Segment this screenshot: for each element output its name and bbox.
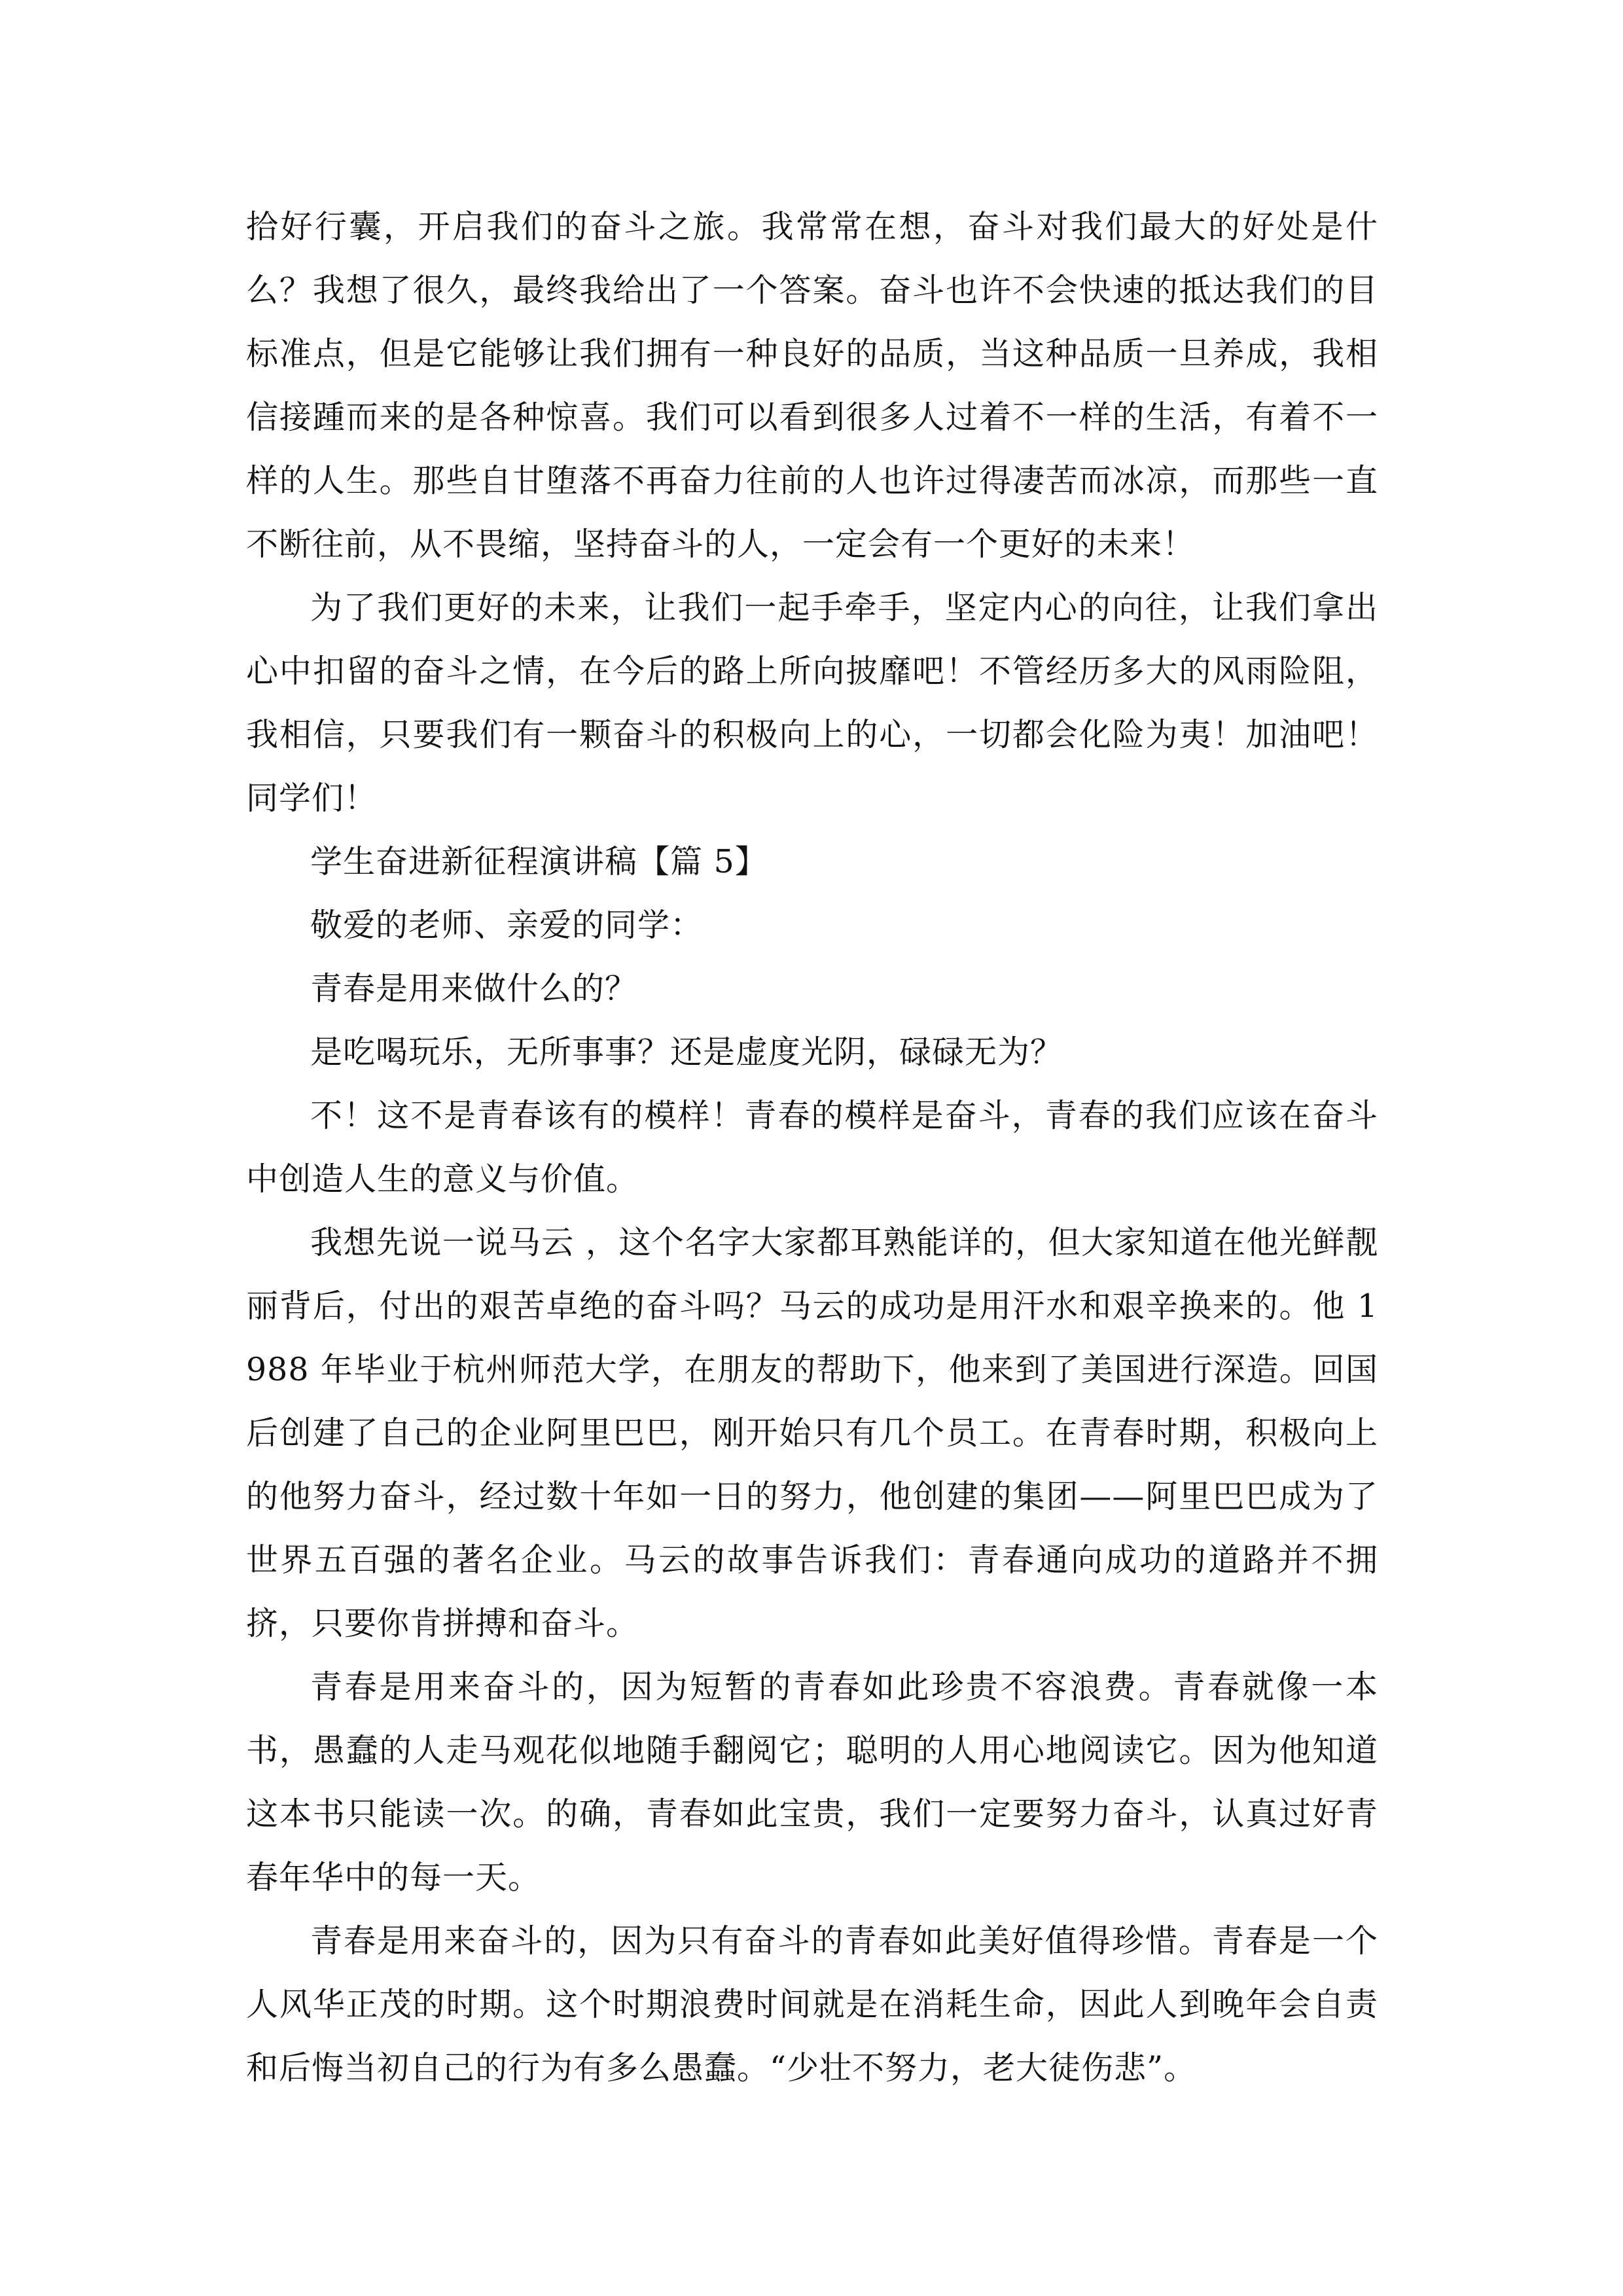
paragraph-4: 我想先说一说马云 ，这个名字大家都耳熟能详的，但大家知道在他光鲜靓丽背后，付出的艰苦卓绝的奋斗吗？马云的成功是用汗水和艰辛换来的。他 1988 年毕业于杭州师范大学，在朋友的帮助下，他来到了美国进行深造。回国后创建了自己的企业阿里巴巴，刚开始只有几个员工。在青春时期，积极向上的他努力奋斗，经过数十年如一日的努力，他创建的集团——阿里巴巴成为了世界五百强的著名企业。马云的故事告诉我们：青春通向成功的道路并不拥挤，只要你肯拼搏和奋斗。	[246, 1224, 1378, 1642]
paragraph-question: 青春是用来做什么的？	[310, 970, 638, 1007]
salutation: 敬爱的老师、亲爱的同学：	[310, 906, 704, 944]
paragraph-6: 青春是用来奋斗的，因为只有奋斗的青春如此美好值得珍惜。青春是一个人风华正茂的时期。这个时期浪费时间就是在消耗生命，因此人到晚年会自责和后悔当初自己的行为有多么愚蠢。“少壮不努力，老大徒伤悲”。	[246, 1922, 1378, 2087]
paragraph-5: 青春是用来奋斗的，因为短暂的青春如此珍贵不容浪费。青春就像一本书，愚蠢的人走马观花似地随手翻阅它；聪明的人用心地阅读它。因为他知道这本书只能读一次。的确，青春如此宝贵，我们一定要努力奋斗，认真过好青春年华中的每一天。	[246, 1668, 1378, 1896]
paragraph-2: 为了我们更好的未来，让我们一起手牵手，坚定内心的向往，让我们拿出心中扣留的奋斗之情，在今后的路上所向披靡吧！不管经历多大的风雨险阻，我相信，只要我们有一颗奋斗的积极向上的心，一切都会化险为夷！加油吧！同学们！	[246, 589, 1378, 817]
paragraph-3: 不！这不是青春该有的模样！青春的模样是奋斗，青春的我们应该在奋斗中创造人生的意义与价值。	[246, 1097, 1378, 1198]
paragraph-1: 拾好行囊，开启我们的奋斗之旅。我常常在想，奋斗对我们最大的好处是什么？我想了很久，最终我给出了一个答案。奋斗也许不会快速的抵达我们的目标准点，但是它能够让我们拥有一种良好的品质，当这种品质一旦养成，我相信接踵而来的是各种惊喜。我们可以看到很多人过着不一样的生活，有着不一样的人生。那些自甘堕落不再奋力往前的人也许过得凄苦而冰凉，而那些一直不断往前，从不畏缩，坚持奋斗的人，一定会有一个更好的未来！	[246, 208, 1378, 563]
section-heading: 学生奋进新征程演讲稿【篇 5】	[310, 843, 768, 880]
document-body	[246, 195, 1378, 2100]
paragraph-question-2: 是吃喝玩乐，无所事事？还是虚度光阴，碌碌无为？	[310, 1033, 1063, 1071]
